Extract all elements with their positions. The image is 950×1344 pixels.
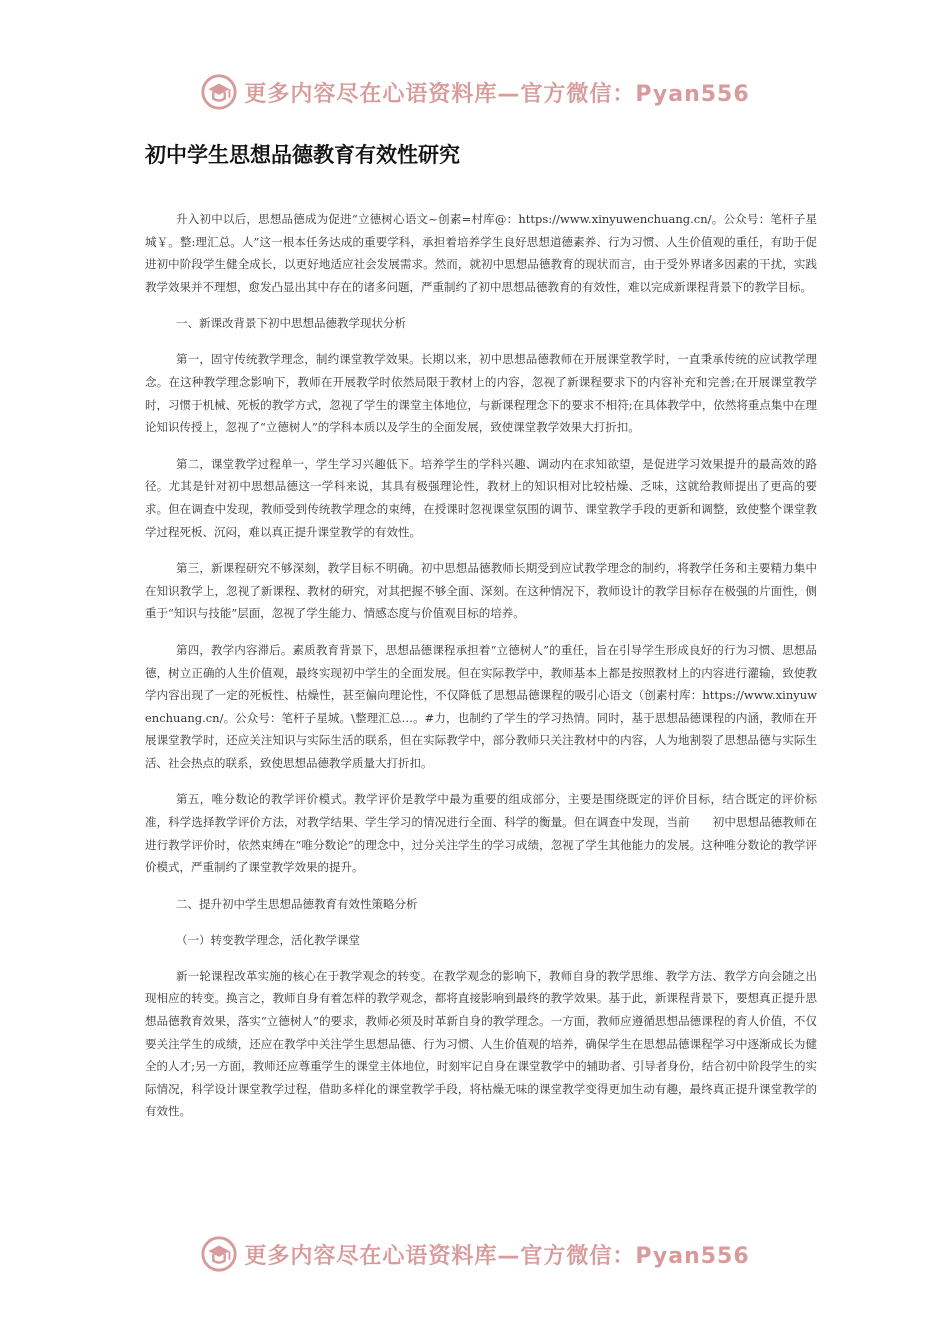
section-heading: 一、新课改背景下初中思想品德教学现状分析 bbox=[176, 316, 407, 331]
body-paragraph: 升入初中以后，思想品德成为促进“立德树心语文~创素=村库@：https://www.xinyuwenchuang.cn/。公众号：笔杆子星城￥。整:理汇总。人”这一根本任务达成的重要学科，承担着培养学生良好思想道德素养、行为习惯、人生价值观的重任，有助于促进初中阶段学生健全成长，以更好地适应社会发展需求。然而，就初中思想品德教育的现状而言，由于受外界诸多因素的干扰，实践教学效果并不理想，愈发凸显出其中存在的诸多问题，严重制约了初中思想品德教育的有效性，难以完成新课程背景下的教学目标。 bbox=[145, 212, 817, 294]
body-paragraph: 第一，固守传统教学理念，制约课堂教学效果。长期以来，初中思想品德教师在开展课堂教学时，一直秉承传统的应试教学理念。在这种教学理念影响下，教师在开展教学时依然局限于教材上的内容，忽视了新课程要求下的内容补充和完善;在开展课堂教学时，习惯于机械、死板的教学方式，忽视了学生的课堂主体地位，与新课程理念下的要求不相符;在具体教学中，依然将重点集中在理论知识传授上，忽视了“立德树人”的学科本质以及学生的全面发展，致使课堂教学效果大打折扣。 bbox=[145, 352, 817, 435]
body-paragraph: 第五，唯分数论的教学评价模式。教学评价是教学中最为重要的组成部分，主要是围绕既定的评价目标，结合既定的评价标准，科学选择教学评价方法，对教学结果、学生学习的情况进行全面、科学的衡量。但在调查中发现，当前 初中思想品德教师在进行教学评价时，依然束缚在“唯分数论”的理念中，过分关注学生的学习成绩，忽视了学生其他能力的发展。这种唯分数论的教学评价模式，严重制约了课堂教学效果的提升。 bbox=[145, 792, 817, 875]
body-paragraph: 第四，教学内容滞后。素质教育背景下，思想品德课程承担着“立德树人”的重任，旨在引导学生形成良好的行为习惯、思想品德，树立正确的人生价值观，最终实现初中学生的全面发展。但在实际教学中，教师基本上都是按照教材上的内容进行灌输，致使教学内容出现了一定的死板性、枯燥性，甚至偏向理论性，不仅降低了思想品德课程的吸引心语文（创素村库：https://www.xinyuwenchuang.cn/。公众号：笔杆子星城。\整理汇总…。#力，也制约了学生的学习热情。同时，基于思想品德课程的内涵，教师在开展课堂教学时，还应关注知识与实际生活的联系，但在实际教学中，部分教师只关注教材中的内容，人为地割裂了思想品德与实际生活、社会热点的联系，致使思想品德教学质量大打折扣。 bbox=[145, 642, 817, 770]
document-body bbox=[145, 208, 817, 1137]
top-banner bbox=[0, 70, 950, 114]
section-heading: 二、提升初中学生思想品德教育有效性策略分析 bbox=[176, 896, 418, 911]
document-title: 初中学生思想品德教育有效性研究 bbox=[145, 143, 460, 167]
mortarboard-logo-icon bbox=[200, 1235, 238, 1273]
section-heading: （一）转变教学理念，活化教学课堂 bbox=[176, 932, 361, 947]
bottom-banner bbox=[0, 1232, 950, 1276]
body-paragraph: 新一轮课程改革实施的核心在于教学观念的转变。在教学观念的影响下，教师自身的教学思维、教学方法、教学方向会随之出现相应的转变。换言之，教师自身有着怎样的教学观念，都将直接影响到最终的教学效果。基于此，新课程背景下，要想真正提升思想品德教育效果，落实“立德树人”的要求，教师必须及时革新自身的教学理念。一方面，教师应遵循思想品德课程的育人价值，不仅要关注学生的成绩，还应在教学中关注学生思想品德、行为习惯、人生价值观的培养，确保学生在思想品德课程学习中逐渐成长为健全的人才;另一方面，教师还应尊重学生的课堂主体地位，时刻牢记自身在课堂教学中的辅助者、引导者身份，结合初中阶段学生的实际情况，科学设计课堂教学过程，借助多样化的课堂教学手段，将枯燥无味的课堂教学变得更加生动有趣，最终真正提升课堂教学的有效性。 bbox=[145, 968, 817, 1119]
body-paragraph: 第二，课堂教学过程单一，学生学习兴趣低下。培养学生的学科兴趣、调动内在求知欲望，是促进学习效果提升的最高效的路径。尤其是针对初中思想品德这一学科来说，其具有极强理论性，教材上的知识相对比较枯燥、乏味，这就给教师提出了更高的要求。但在调查中发现，教师受到传统教学理念的束缚，在授课时忽视课堂氛围的调节、课堂教学手段的更新和调整，致使整个课堂教学过程死板、沉闷，难以真正提升课堂教学的有效性。 bbox=[145, 456, 817, 539]
banner-text: 更多内容尽在心语资料库—官方微信：Pyan556 bbox=[244, 81, 750, 107]
body-paragraph: 第三，新课程研究不够深刻，教学目标不明确。初中思想品德教师长期受到应试教学理念的制约，将教学任务和主要精力集中在知识教学上，忽视了新课程、教材的研究，对其把握不够全面、深刻。在这种情况下，教师设计的教学目标存在极强的片面性，侧重于“知识与技能”层面，忽视了学生能力、情感态度与价值观目标的培养。 bbox=[145, 561, 817, 621]
banner-text: 更多内容尽在心语资料库—官方微信：Pyan556 bbox=[244, 1243, 750, 1269]
mortarboard-logo-icon bbox=[200, 73, 238, 111]
